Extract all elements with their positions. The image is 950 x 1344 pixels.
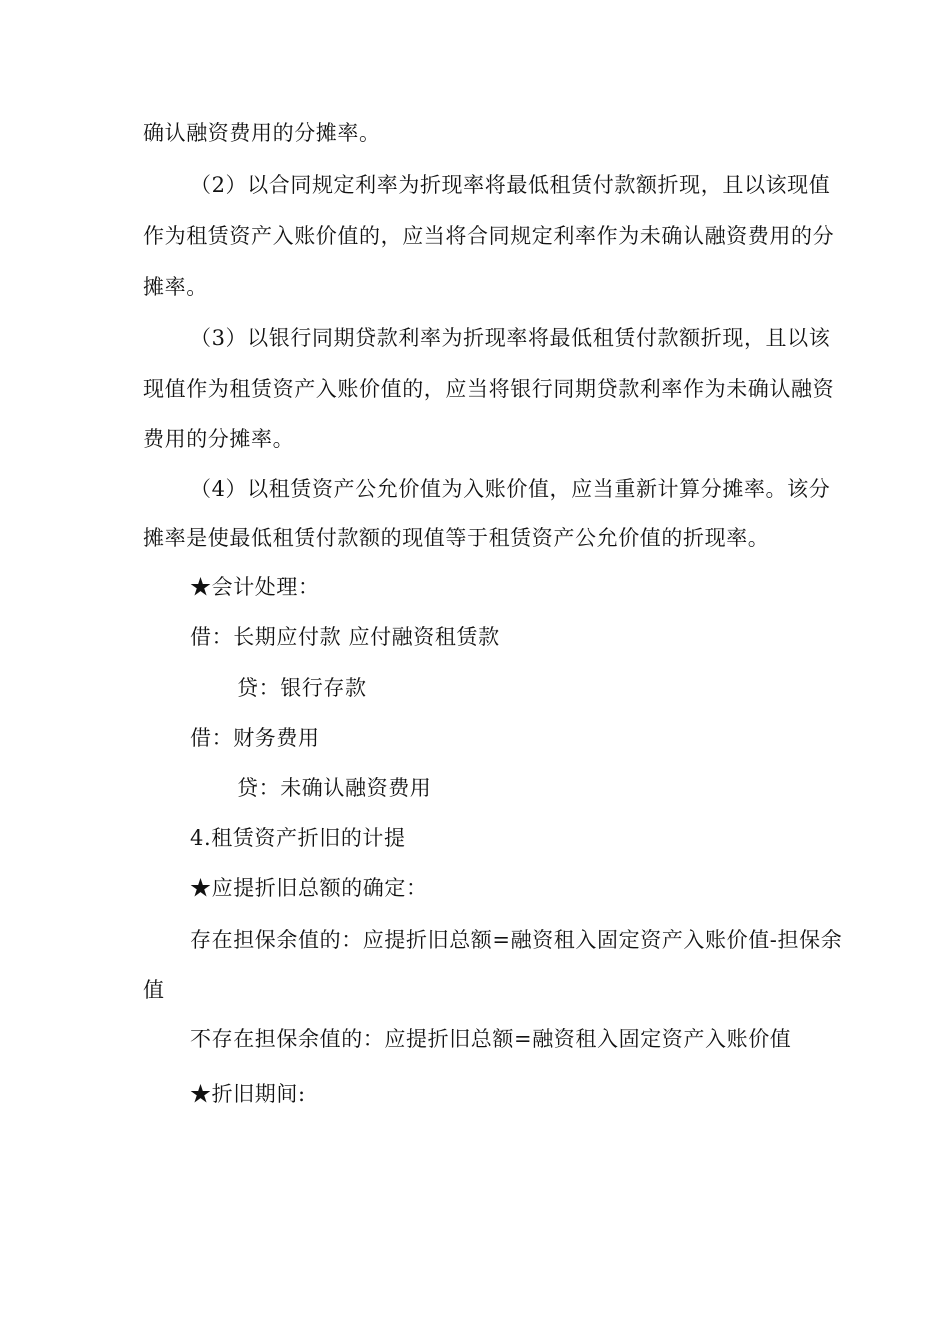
journal-credit-line: 贷：未确认融资费用 <box>237 776 432 800</box>
journal-debit-line: 借：财务费用 <box>190 726 320 750</box>
paragraph-line: 值 <box>143 978 165 1002</box>
paragraph-line: （2）以合同规定利率为折现率将最低租赁付款额折现，且以该现值 <box>190 173 831 197</box>
paragraph-line: 费用的分摊率。 <box>143 427 295 451</box>
section-heading: ★折旧期间: <box>190 1082 306 1106</box>
paragraph-line: （3）以银行同期贷款利率为折现率将最低租赁付款额折现，且以该 <box>190 326 831 350</box>
paragraph-line: （4）以租赁资产公允价值为入账价值，应当重新计算分摊率。该分 <box>190 477 831 501</box>
section-heading: ★会计处理： <box>190 575 320 599</box>
paragraph-line: 作为租赁资产入账价值的，应当将合同规定利率作为未确认融资费用的分 <box>143 224 835 248</box>
paragraph-line: 确认融资费用的分摊率。 <box>143 121 381 145</box>
paragraph-line: 摊率是使最低租赁付款额的现值等于租赁资产公允价值的折现率。 <box>143 526 770 550</box>
paragraph-line: 现值作为租赁资产入账价值的，应当将银行同期贷款利率作为未确认融资 <box>143 377 835 401</box>
paragraph-line: 摊率。 <box>143 275 208 299</box>
journal-credit-line: 贷：银行存款 <box>237 676 367 700</box>
section-heading: 4.租赁资产折旧的计提 <box>190 826 406 850</box>
paragraph-line: 不存在担保余值的：应提折旧总额=融资租入固定资产入账价值 <box>190 1027 792 1051</box>
journal-debit-line: 借：长期应付款 应付融资租赁款 <box>190 625 500 649</box>
paragraph-line: 存在担保余值的：应提折旧总额=融资租入固定资产入账价值-担保余 <box>190 928 843 952</box>
section-heading: ★应提折旧总额的确定： <box>190 876 428 900</box>
